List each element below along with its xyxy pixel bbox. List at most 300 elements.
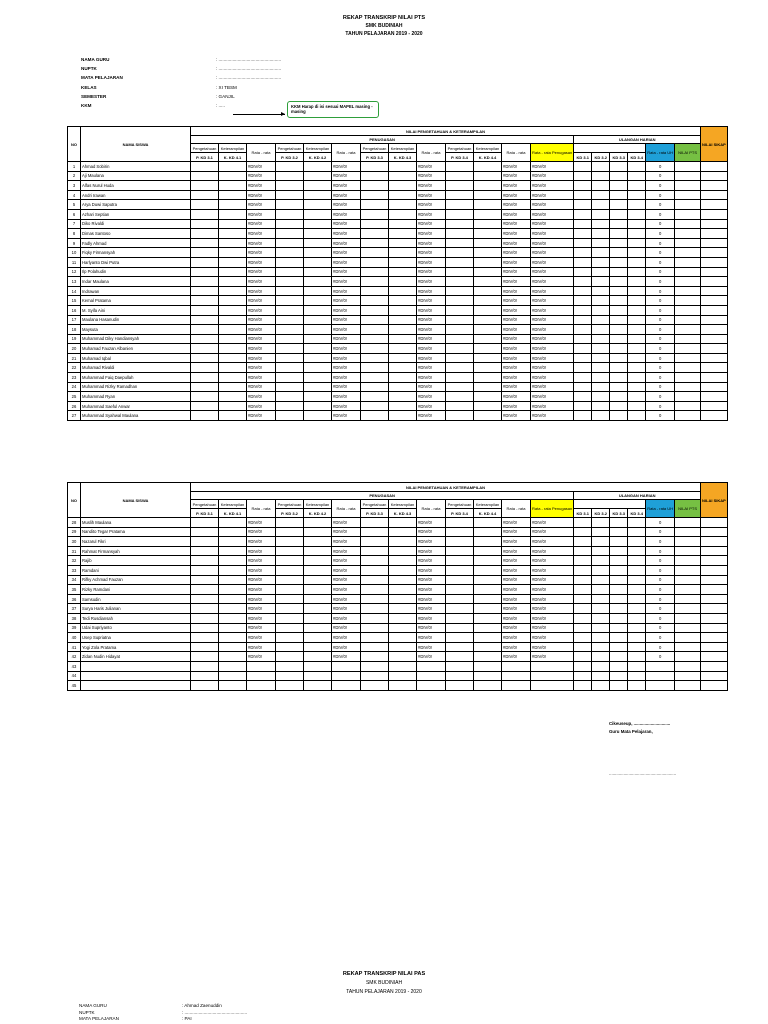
- uh-cell[interactable]: [592, 334, 610, 344]
- rata-rata-cell[interactable]: #DIV/0!: [502, 642, 531, 652]
- grade-cell[interactable]: [389, 392, 417, 402]
- table-cell[interactable]: [701, 681, 728, 691]
- rata-rata-cell[interactable]: #DIV/0!: [502, 257, 531, 267]
- grade-cell[interactable]: [446, 296, 474, 306]
- grade-cell[interactable]: [361, 527, 389, 537]
- grade-cell[interactable]: [446, 527, 474, 537]
- rata-rata-cell[interactable]: #DIV/0!: [417, 181, 446, 191]
- rata-uh-cell[interactable]: 0: [646, 286, 675, 296]
- grade-cell[interactable]: [276, 209, 304, 219]
- row-no[interactable]: 5: [68, 200, 81, 210]
- grade-cell[interactable]: [446, 334, 474, 344]
- uh-cell[interactable]: [610, 267, 628, 277]
- grade-cell[interactable]: [361, 575, 389, 585]
- grade-cell[interactable]: [361, 200, 389, 210]
- grade-cell[interactable]: [446, 373, 474, 383]
- nilai-pts-cell[interactable]: [675, 401, 701, 411]
- grade-cell[interactable]: [361, 633, 389, 643]
- nilai-pts-cell[interactable]: [675, 286, 701, 296]
- grade-cell[interactable]: [446, 546, 474, 556]
- rata-rata-cell[interactable]: #DIV/0!: [502, 546, 531, 556]
- header-keterampilan[interactable]: Keterampilan: [219, 144, 247, 153]
- grade-cell[interactable]: [446, 401, 474, 411]
- row-no[interactable]: 4: [68, 190, 81, 200]
- grade-cell[interactable]: [191, 305, 219, 315]
- rata-penugasan-cell[interactable]: #DIV/0!: [531, 181, 574, 191]
- grade-cell[interactable]: [361, 382, 389, 392]
- row-student-name[interactable]: Kemal Pratama: [81, 296, 191, 306]
- uh-cell[interactable]: [610, 546, 628, 556]
- header-nilai-sikap[interactable]: NILAI SIKAP: [701, 483, 728, 518]
- table-cell[interactable]: [304, 661, 332, 671]
- rata-rata-cell[interactable]: #DIV/0!: [247, 209, 276, 219]
- row-no[interactable]: 17: [68, 315, 81, 325]
- row-student-name[interactable]: Zidan Nudin Hidayat: [81, 652, 191, 662]
- rata-rata-cell[interactable]: #DIV/0!: [417, 296, 446, 306]
- header-uh-kd[interactable]: KD 3.1: [574, 509, 592, 518]
- rata-rata-cell[interactable]: #DIV/0!: [502, 209, 531, 219]
- grade-cell[interactable]: [446, 633, 474, 643]
- grade-cell[interactable]: [276, 594, 304, 604]
- rata-rata-cell[interactable]: #DIV/0!: [247, 325, 276, 335]
- rata-uh-cell[interactable]: 0: [646, 613, 675, 623]
- grade-cell[interactable]: [389, 382, 417, 392]
- table-cell[interactable]: [610, 681, 628, 691]
- rata-uh-cell[interactable]: 0: [646, 518, 675, 528]
- uh-cell[interactable]: [592, 633, 610, 643]
- grade-cell[interactable]: [361, 344, 389, 354]
- rata-rata-cell[interactable]: #DIV/0!: [247, 286, 276, 296]
- row-student-name[interactable]: Muhammad Ryan: [81, 392, 191, 402]
- header-keterampilan[interactable]: Keterampilan: [474, 500, 502, 509]
- grade-cell[interactable]: [191, 623, 219, 633]
- grade-cell[interactable]: [474, 585, 502, 595]
- grade-cell[interactable]: [276, 556, 304, 566]
- table-cell[interactable]: [446, 681, 474, 691]
- table-cell[interactable]: [574, 661, 592, 671]
- uh-cell[interactable]: [610, 162, 628, 172]
- grade-cell[interactable]: [304, 248, 332, 258]
- rata-rata-cell[interactable]: #DIV/0!: [332, 209, 361, 219]
- grade-cell[interactable]: [304, 344, 332, 354]
- rata-uh-cell[interactable]: 0: [646, 190, 675, 200]
- header-kd[interactable]: P. KD 3.2: [276, 153, 304, 162]
- uh-cell[interactable]: [574, 286, 592, 296]
- nilai-sikap-cell[interactable]: [701, 623, 728, 633]
- uh-cell[interactable]: [610, 556, 628, 566]
- row-student-name[interactable]: Rizky Ramdani: [81, 585, 191, 595]
- rata-rata-cell[interactable]: #DIV/0!: [502, 518, 531, 528]
- grade-cell[interactable]: [219, 613, 247, 623]
- rata-rata-cell[interactable]: #DIV/0!: [502, 277, 531, 287]
- uh-cell[interactable]: [628, 652, 646, 662]
- header-kd[interactable]: P. KD 3.1: [191, 509, 219, 518]
- uh-cell[interactable]: [628, 334, 646, 344]
- grade-cell[interactable]: [446, 575, 474, 585]
- rata-rata-cell[interactable]: #DIV/0!: [417, 594, 446, 604]
- grade-cell[interactable]: [191, 344, 219, 354]
- row-no[interactable]: 9: [68, 238, 81, 248]
- header-keterampilan[interactable]: Keterampilan: [389, 144, 417, 153]
- uh-cell[interactable]: [574, 642, 592, 652]
- rata-rata-cell[interactable]: #DIV/0!: [247, 344, 276, 354]
- grade-cell[interactable]: [219, 382, 247, 392]
- rata-rata-cell[interactable]: #DIV/0!: [332, 296, 361, 306]
- nilai-pts-cell[interactable]: [675, 248, 701, 258]
- rata-rata-cell[interactable]: #DIV/0!: [332, 642, 361, 652]
- uh-cell[interactable]: [574, 353, 592, 363]
- uh-cell[interactable]: [610, 382, 628, 392]
- rata-uh-cell[interactable]: 0: [646, 411, 675, 421]
- rata-rata-cell[interactable]: #DIV/0!: [502, 537, 531, 547]
- grade-cell[interactable]: [474, 248, 502, 258]
- rata-uh-cell[interactable]: 0: [646, 604, 675, 614]
- nilai-sikap-cell[interactable]: [701, 585, 728, 595]
- grade-cell[interactable]: [304, 546, 332, 556]
- rata-penugasan-cell[interactable]: #DIV/0!: [531, 604, 574, 614]
- rata-rata-cell[interactable]: #DIV/0!: [502, 286, 531, 296]
- row-student-name[interactable]: Surya Haris Julianan: [81, 604, 191, 614]
- rata-rata-cell[interactable]: #DIV/0!: [332, 565, 361, 575]
- uh-cell[interactable]: [628, 315, 646, 325]
- grade-cell[interactable]: [191, 537, 219, 547]
- uh-cell[interactable]: [574, 373, 592, 383]
- rata-uh-cell[interactable]: 0: [646, 171, 675, 181]
- rata-rata-cell[interactable]: #DIV/0!: [332, 373, 361, 383]
- nilai-pts-cell[interactable]: [675, 209, 701, 219]
- nilai-sikap-cell[interactable]: [701, 257, 728, 267]
- nilai-sikap-cell[interactable]: [701, 190, 728, 200]
- rata-rata-cell[interactable]: #DIV/0!: [502, 373, 531, 383]
- grade-cell[interactable]: [389, 623, 417, 633]
- grade-cell[interactable]: [304, 219, 332, 229]
- grade-cell[interactable]: [304, 353, 332, 363]
- rata-rata-cell[interactable]: #DIV/0!: [502, 219, 531, 229]
- row-no[interactable]: 32: [68, 556, 81, 566]
- table-cell[interactable]: [361, 681, 389, 691]
- grade-cell[interactable]: [219, 642, 247, 652]
- grade-cell[interactable]: [446, 363, 474, 373]
- uh-cell[interactable]: [574, 518, 592, 528]
- rata-rata-cell[interactable]: #DIV/0!: [247, 267, 276, 277]
- nilai-pts-cell[interactable]: [675, 190, 701, 200]
- nilai-pts-cell[interactable]: [675, 267, 701, 277]
- header-pengetahuan[interactable]: Pengetahuan: [361, 144, 389, 153]
- uh-cell[interactable]: [574, 277, 592, 287]
- uh-cell[interactable]: [610, 594, 628, 604]
- header-uh-kd[interactable]: KD 3.1: [574, 153, 592, 162]
- row-no[interactable]: 42: [68, 652, 81, 662]
- header-rata-penugasan[interactable]: Rata - rata Penugasan: [531, 144, 574, 162]
- grade-cell[interactable]: [361, 305, 389, 315]
- uh-cell[interactable]: [628, 518, 646, 528]
- table-cell[interactable]: [574, 671, 592, 681]
- row-student-name[interactable]: Muhammad Faiq Daepullah: [81, 373, 191, 383]
- nilai-sikap-cell[interactable]: [701, 267, 728, 277]
- uh-cell[interactable]: [592, 411, 610, 421]
- grade-cell[interactable]: [389, 334, 417, 344]
- header-uh-blank[interactable]: [574, 500, 646, 509]
- grade-cell[interactable]: [276, 286, 304, 296]
- rata-penugasan-cell[interactable]: #DIV/0!: [531, 344, 574, 354]
- header-kd[interactable]: K. KD 4.3: [389, 509, 417, 518]
- rata-rata-cell[interactable]: #DIV/0!: [417, 267, 446, 277]
- nilai-sikap-cell[interactable]: [701, 537, 728, 547]
- header-nama-siswa[interactable]: NAMA SISWA: [81, 127, 191, 162]
- uh-cell[interactable]: [574, 296, 592, 306]
- rata-rata-cell[interactable]: #DIV/0!: [247, 296, 276, 306]
- grade-cell[interactable]: [191, 546, 219, 556]
- row-student-name[interactable]: Andri Irawan: [81, 190, 191, 200]
- table-cell[interactable]: [610, 661, 628, 671]
- grade-cell[interactable]: [191, 527, 219, 537]
- row-student-name[interactable]: Diko Rivaldi: [81, 219, 191, 229]
- uh-cell[interactable]: [592, 238, 610, 248]
- nilai-sikap-cell[interactable]: [701, 594, 728, 604]
- nilai-pts-cell[interactable]: [675, 257, 701, 267]
- header-kd[interactable]: K. KD 4.4: [474, 153, 502, 162]
- rata-rata-cell[interactable]: #DIV/0!: [332, 325, 361, 335]
- nilai-pts-cell[interactable]: [675, 537, 701, 547]
- nilai-sikap-cell[interactable]: [701, 652, 728, 662]
- uh-cell[interactable]: [592, 181, 610, 191]
- rata-rata-cell[interactable]: #DIV/0!: [247, 392, 276, 402]
- table-cell[interactable]: [81, 681, 191, 691]
- nilai-pts-cell[interactable]: [675, 305, 701, 315]
- table-cell[interactable]: [332, 671, 361, 681]
- nilai-sikap-cell[interactable]: [701, 363, 728, 373]
- rata-penugasan-cell[interactable]: #DIV/0!: [531, 401, 574, 411]
- header-keterampilan[interactable]: Keterampilan: [389, 500, 417, 509]
- nilai-sikap-cell[interactable]: [701, 613, 728, 623]
- grade-cell[interactable]: [304, 296, 332, 306]
- grade-cell[interactable]: [361, 363, 389, 373]
- row-student-name[interactable]: Muhammad Saeful Anwar: [81, 401, 191, 411]
- rata-rata-cell[interactable]: #DIV/0!: [417, 546, 446, 556]
- grade-cell[interactable]: [276, 623, 304, 633]
- grade-cell[interactable]: [389, 162, 417, 172]
- uh-cell[interactable]: [610, 325, 628, 335]
- header-nilai-group[interactable]: NILAI PENGETAHUAN & KETERAMPILAN: [191, 483, 701, 492]
- table-cell[interactable]: [592, 671, 610, 681]
- rata-rata-cell[interactable]: #DIV/0!: [417, 334, 446, 344]
- grade-cell[interactable]: [276, 344, 304, 354]
- grade-cell[interactable]: [191, 565, 219, 575]
- grade-cell[interactable]: [219, 267, 247, 277]
- uh-cell[interactable]: [628, 267, 646, 277]
- uh-cell[interactable]: [628, 565, 646, 575]
- grade-cell[interactable]: [219, 238, 247, 248]
- rata-rata-cell[interactable]: #DIV/0!: [417, 411, 446, 421]
- header-rata-rata[interactable]: Rata - rata: [332, 500, 361, 518]
- rata-rata-cell[interactable]: #DIV/0!: [247, 190, 276, 200]
- rata-rata-cell[interactable]: #DIV/0!: [247, 353, 276, 363]
- rata-rata-cell[interactable]: #DIV/0!: [247, 642, 276, 652]
- grade-cell[interactable]: [304, 382, 332, 392]
- grade-cell[interactable]: [219, 229, 247, 239]
- grade-cell[interactable]: [446, 556, 474, 566]
- rata-rata-cell[interactable]: #DIV/0!: [247, 219, 276, 229]
- row-no[interactable]: 25: [68, 392, 81, 402]
- uh-cell[interactable]: [574, 546, 592, 556]
- uh-cell[interactable]: [574, 623, 592, 633]
- nilai-sikap-cell[interactable]: [701, 411, 728, 421]
- uh-cell[interactable]: [574, 401, 592, 411]
- grade-cell[interactable]: [276, 238, 304, 248]
- grade-cell[interactable]: [191, 604, 219, 614]
- nilai-sikap-cell[interactable]: [701, 344, 728, 354]
- nilai-sikap-cell[interactable]: [701, 527, 728, 537]
- grade-cell[interactable]: [446, 537, 474, 547]
- grade-cell[interactable]: [276, 325, 304, 335]
- rata-rata-cell[interactable]: #DIV/0!: [247, 248, 276, 258]
- grade-cell[interactable]: [191, 334, 219, 344]
- grade-cell[interactable]: [304, 623, 332, 633]
- rata-penugasan-cell[interactable]: #DIV/0!: [531, 642, 574, 652]
- nilai-sikap-cell[interactable]: [701, 353, 728, 363]
- rata-penugasan-cell[interactable]: #DIV/0!: [531, 219, 574, 229]
- row-no[interactable]: 6: [68, 209, 81, 219]
- grade-cell[interactable]: [389, 652, 417, 662]
- grade-cell[interactable]: [304, 267, 332, 277]
- uh-cell[interactable]: [592, 546, 610, 556]
- uh-cell[interactable]: [628, 257, 646, 267]
- uh-cell[interactable]: [592, 257, 610, 267]
- uh-cell[interactable]: [628, 623, 646, 633]
- nilai-pts-cell[interactable]: [675, 325, 701, 335]
- grade-cell[interactable]: [191, 633, 219, 643]
- rata-penugasan-cell[interactable]: #DIV/0!: [531, 334, 574, 344]
- grade-cell[interactable]: [219, 373, 247, 383]
- grade-cell[interactable]: [446, 315, 474, 325]
- rata-rata-cell[interactable]: #DIV/0!: [247, 652, 276, 662]
- grade-cell[interactable]: [219, 518, 247, 528]
- rata-penugasan-cell[interactable]: #DIV/0!: [531, 200, 574, 210]
- grade-cell[interactable]: [474, 209, 502, 219]
- grade-cell[interactable]: [304, 392, 332, 402]
- uh-cell[interactable]: [610, 315, 628, 325]
- rata-rata-cell[interactable]: #DIV/0!: [247, 565, 276, 575]
- rata-uh-cell[interactable]: 0: [646, 315, 675, 325]
- uh-cell[interactable]: [628, 537, 646, 547]
- rata-uh-cell[interactable]: 0: [646, 305, 675, 315]
- grade-cell[interactable]: [276, 401, 304, 411]
- row-no[interactable]: 3: [68, 181, 81, 191]
- rata-rata-cell[interactable]: #DIV/0!: [332, 411, 361, 421]
- nilai-pts-cell[interactable]: [675, 652, 701, 662]
- table-cell[interactable]: [646, 681, 675, 691]
- rata-uh-cell[interactable]: 0: [646, 200, 675, 210]
- header-uh-kd[interactable]: KD 3.4: [628, 153, 646, 162]
- header-nilai-group[interactable]: NILAI PENGETAHUAN & KETERAMPILAN: [191, 127, 701, 136]
- uh-cell[interactable]: [610, 575, 628, 585]
- grade-cell[interactable]: [389, 248, 417, 258]
- row-no[interactable]: 11: [68, 257, 81, 267]
- header-kd[interactable]: P. KD 3.4: [446, 509, 474, 518]
- uh-cell[interactable]: [628, 181, 646, 191]
- grade-cell[interactable]: [361, 277, 389, 287]
- table-cell[interactable]: [417, 681, 446, 691]
- grade-cell[interactable]: [361, 373, 389, 383]
- uh-cell[interactable]: [610, 200, 628, 210]
- row-no[interactable]: 36: [68, 594, 81, 604]
- rata-rata-cell[interactable]: #DIV/0!: [332, 527, 361, 537]
- rata-rata-cell[interactable]: #DIV/0!: [332, 556, 361, 566]
- uh-cell[interactable]: [574, 527, 592, 537]
- rata-uh-cell[interactable]: 0: [646, 633, 675, 643]
- rata-rata-cell[interactable]: #DIV/0!: [417, 248, 446, 258]
- row-student-name[interactable]: Ramdani: [81, 565, 191, 575]
- nilai-pts-cell[interactable]: [675, 373, 701, 383]
- uh-cell[interactable]: [592, 286, 610, 296]
- uh-cell[interactable]: [592, 325, 610, 335]
- grade-cell[interactable]: [276, 171, 304, 181]
- rata-rata-cell[interactable]: #DIV/0!: [417, 575, 446, 585]
- uh-cell[interactable]: [628, 277, 646, 287]
- row-no[interactable]: 19: [68, 334, 81, 344]
- nilai-sikap-cell[interactable]: [701, 401, 728, 411]
- uh-cell[interactable]: [610, 219, 628, 229]
- header-rata-rata[interactable]: Rata - rata: [247, 144, 276, 162]
- table-cell[interactable]: [675, 681, 701, 691]
- uh-cell[interactable]: [592, 353, 610, 363]
- grade-cell[interactable]: [276, 190, 304, 200]
- row-no[interactable]: 1: [68, 162, 81, 172]
- grade-cell[interactable]: [389, 633, 417, 643]
- rata-rata-cell[interactable]: #DIV/0!: [417, 286, 446, 296]
- rata-rata-cell[interactable]: #DIV/0!: [332, 286, 361, 296]
- row-no[interactable]: 7: [68, 219, 81, 229]
- uh-cell[interactable]: [610, 229, 628, 239]
- grade-cell[interactable]: [474, 229, 502, 239]
- rata-uh-cell[interactable]: 0: [646, 325, 675, 335]
- rata-uh-cell[interactable]: 0: [646, 181, 675, 191]
- rata-rata-cell[interactable]: #DIV/0!: [417, 344, 446, 354]
- grade-cell[interactable]: [474, 518, 502, 528]
- grade-cell[interactable]: [474, 527, 502, 537]
- rata-uh-cell[interactable]: 0: [646, 267, 675, 277]
- header-kd[interactable]: K. KD 4.2: [304, 153, 332, 162]
- grade-cell[interactable]: [219, 411, 247, 421]
- grade-cell[interactable]: [389, 181, 417, 191]
- grade-cell[interactable]: [389, 585, 417, 595]
- rata-uh-cell[interactable]: 0: [646, 296, 675, 306]
- table-cell[interactable]: [191, 681, 219, 691]
- grade-cell[interactable]: [276, 315, 304, 325]
- header-kd[interactable]: P. KD 3.3: [361, 509, 389, 518]
- grade-cell[interactable]: [276, 546, 304, 556]
- uh-cell[interactable]: [592, 594, 610, 604]
- grade-cell[interactable]: [474, 363, 502, 373]
- grade-cell[interactable]: [446, 382, 474, 392]
- grade-cell[interactable]: [389, 267, 417, 277]
- grade-cell[interactable]: [361, 267, 389, 277]
- grade-cell[interactable]: [361, 411, 389, 421]
- grade-cell[interactable]: [191, 200, 219, 210]
- rata-rata-cell[interactable]: #DIV/0!: [332, 238, 361, 248]
- grade-cell[interactable]: [304, 190, 332, 200]
- grade-cell[interactable]: [304, 585, 332, 595]
- row-student-name[interactable]: Samsudin: [81, 594, 191, 604]
- rata-penugasan-cell[interactable]: #DIV/0!: [531, 382, 574, 392]
- uh-cell[interactable]: [628, 353, 646, 363]
- uh-cell[interactable]: [574, 305, 592, 315]
- uh-cell[interactable]: [574, 604, 592, 614]
- grade-cell[interactable]: [389, 613, 417, 623]
- rata-penugasan-cell[interactable]: #DIV/0!: [531, 613, 574, 623]
- row-student-name[interactable]: Muhamad Iqbal: [81, 353, 191, 363]
- row-no[interactable]: 26: [68, 401, 81, 411]
